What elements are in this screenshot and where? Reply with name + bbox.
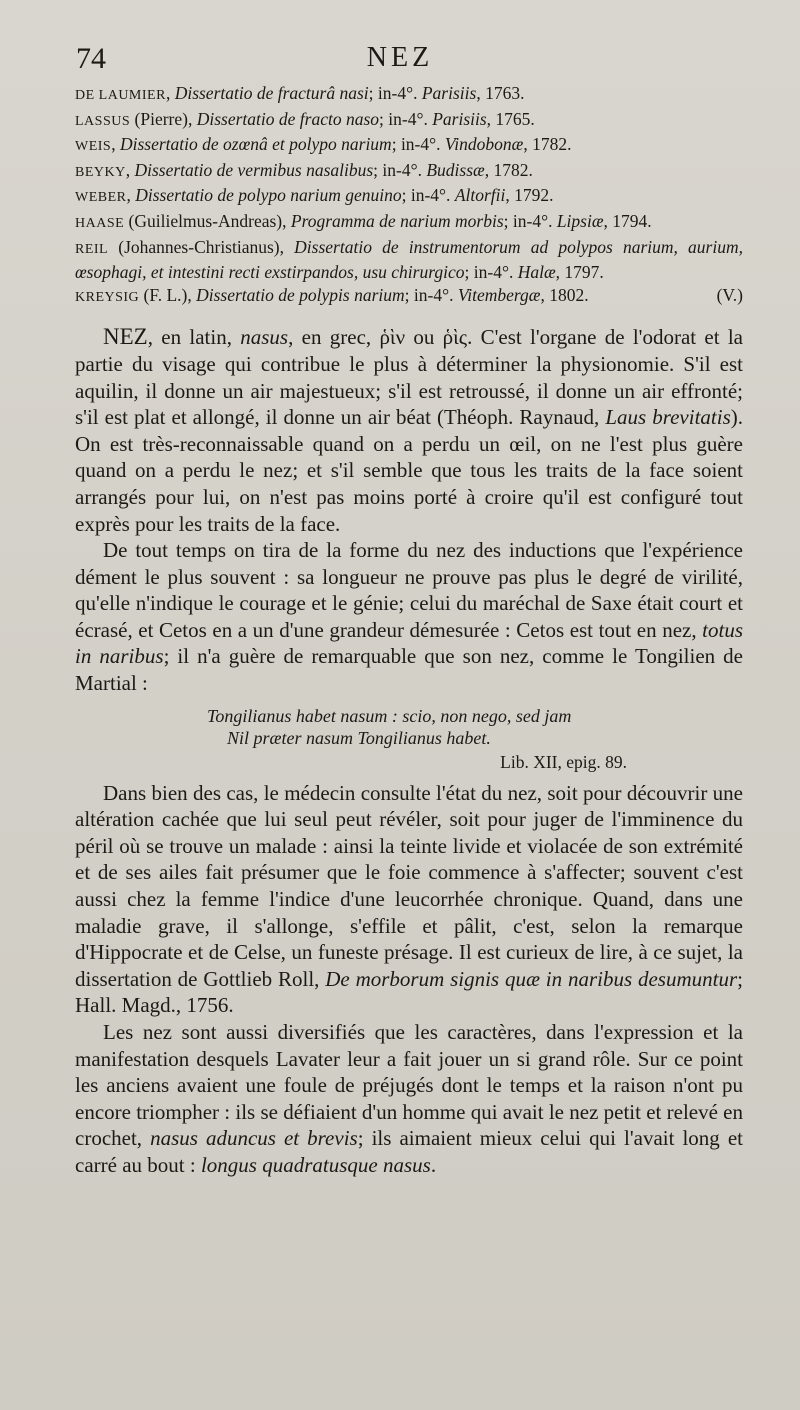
- paragraph: Les nez sont aussi diversifiés que les caractères, dans l'expression et la manifestation desquels Lavater leur a fait jouer un si grand rôle. Sur ce point les anciens avaient une foule de préjugés dont le temps et la raison n'ont pu encore triompher : ils se défiaient d'un homme qui avait le nez petit et relevé en crochet, nasus aduncus et brevis; ils aimaient mieux celui qui l'avait long et carré au bout : longus quadratusque nasus.: [75, 1020, 743, 1177]
- running-header: [0, 42, 800, 82]
- paragraph: NEZ, en latin, nasus, en grec, ῥὶν ou ῥὶς. C'est l'organe de l'odorat et la partie du visage qui contribue le plus à déterminer la physionomie. S'il est aquilin, il donne un air majestueux; s'il est retroussé, il donne un air effronté; s'il est plat et allongé, il donne un air béat (Théoph. Raynaud, Laus brevitatis). On est très-reconnaissable quand on a perdu un œil, on ne l'est plus guère quand on a perdu le nez; et s'il semble que tous les traits de la face soient arrangés pour lui, on n'est pas moins porté à croire qu'il est configuré tout exprès pour les traits de la face.: [75, 324, 743, 536]
- author-signature: (V.): [716, 284, 743, 305]
- verse-quote: [207, 705, 743, 750]
- page-title: NEZ: [366, 42, 434, 73]
- verse-line: Tongilianus habet nasum : scio, non nego, sed jam: [207, 705, 572, 726]
- page-number: 74: [76, 42, 106, 75]
- bib-entry: KREYSIG (F. L.), Dissertatio de polypis narium; in-4°. Vitembergæ, 1802. (V.): [75, 284, 743, 305]
- bibliography: [75, 82, 743, 309]
- verse-line: Nil præter nasum Tongilianus habet.: [227, 728, 491, 749]
- bib-entry: BEYKY, Dissertatio de vermibus nasalibus; in-4°. Budissæ, 1782.: [75, 159, 533, 180]
- bib-entry: WEBER, Dissertatio de polypo narium genuino; in-4°. Altorfii, 1792.: [75, 185, 554, 206]
- bib-entry: WEIS, Dissertatio de ozœnâ et polypo narium; in-4°. Vindobonæ, 1782.: [75, 134, 572, 155]
- article-text: [75, 324, 743, 1178]
- bib-entry: REIL (Johannes-Christianus), Dissertatio de instrumentorum ad polypos narium, aurium, œsophagi, et intestini recti exstirpandos, usu chirurgico; in-4°. Halæ, 1797.: [75, 236, 743, 283]
- paragraph: De tout temps on tira de la forme du nez des inductions que l'expérience dément le plus souvent : sa longueur ne prouve pas plus le degré de virilité, qu'elle n'indique le courage et le génie; celui du maréchal de Saxe était court et écrasé, et Cetos en a un d'une grandeur démesurée : Cetos est tout en nez, totus in naribus; il n'a guère de remarquable que son nez, comme le Tongilien de Martial :: [75, 538, 744, 696]
- bib-entry: HAASE (Guilielmus-Andreas), Programma de narium morbis; in-4°. Lipsiæ, 1794.: [75, 210, 652, 231]
- bib-entry: DE LAUMIER, Dissertatio de fracturâ nasi; in-4°. Parisiis, 1763.: [75, 83, 525, 103]
- page-body: [75, 82, 743, 1179]
- verse-citation: Lib. XII, epig. 89.: [500, 751, 627, 772]
- paragraph: Dans bien des cas, le médecin consulte l'état du nez, soit pour découvrir une altération cachée que lui seul peut révéler, soit pour juger de l'imminence du péril où se trouve un malade : ainsi la teinte livide et violacée de son extrémité et de ses ailes fait présumer que le foie commence à s'affecter; souvent c'est aussi chez la femme l'indice d'une leucorrhée chronique. Quand, dans une maladie grave, il s'allonge, s'effile et pâlit, c'est, selon la remarque d'Hippocrate et de Celse, un funeste présage. Il est curieux de lire, à ce sujet, la dissertation de Gottlieb Roll, De morborum signis quæ in naribus desumuntur; Hall. Magd., 1756.: [75, 780, 743, 1018]
- bib-entry: LASSUS (Pierre), Dissertatio de fracto naso; in-4°. Parisiis, 1765.: [75, 108, 535, 129]
